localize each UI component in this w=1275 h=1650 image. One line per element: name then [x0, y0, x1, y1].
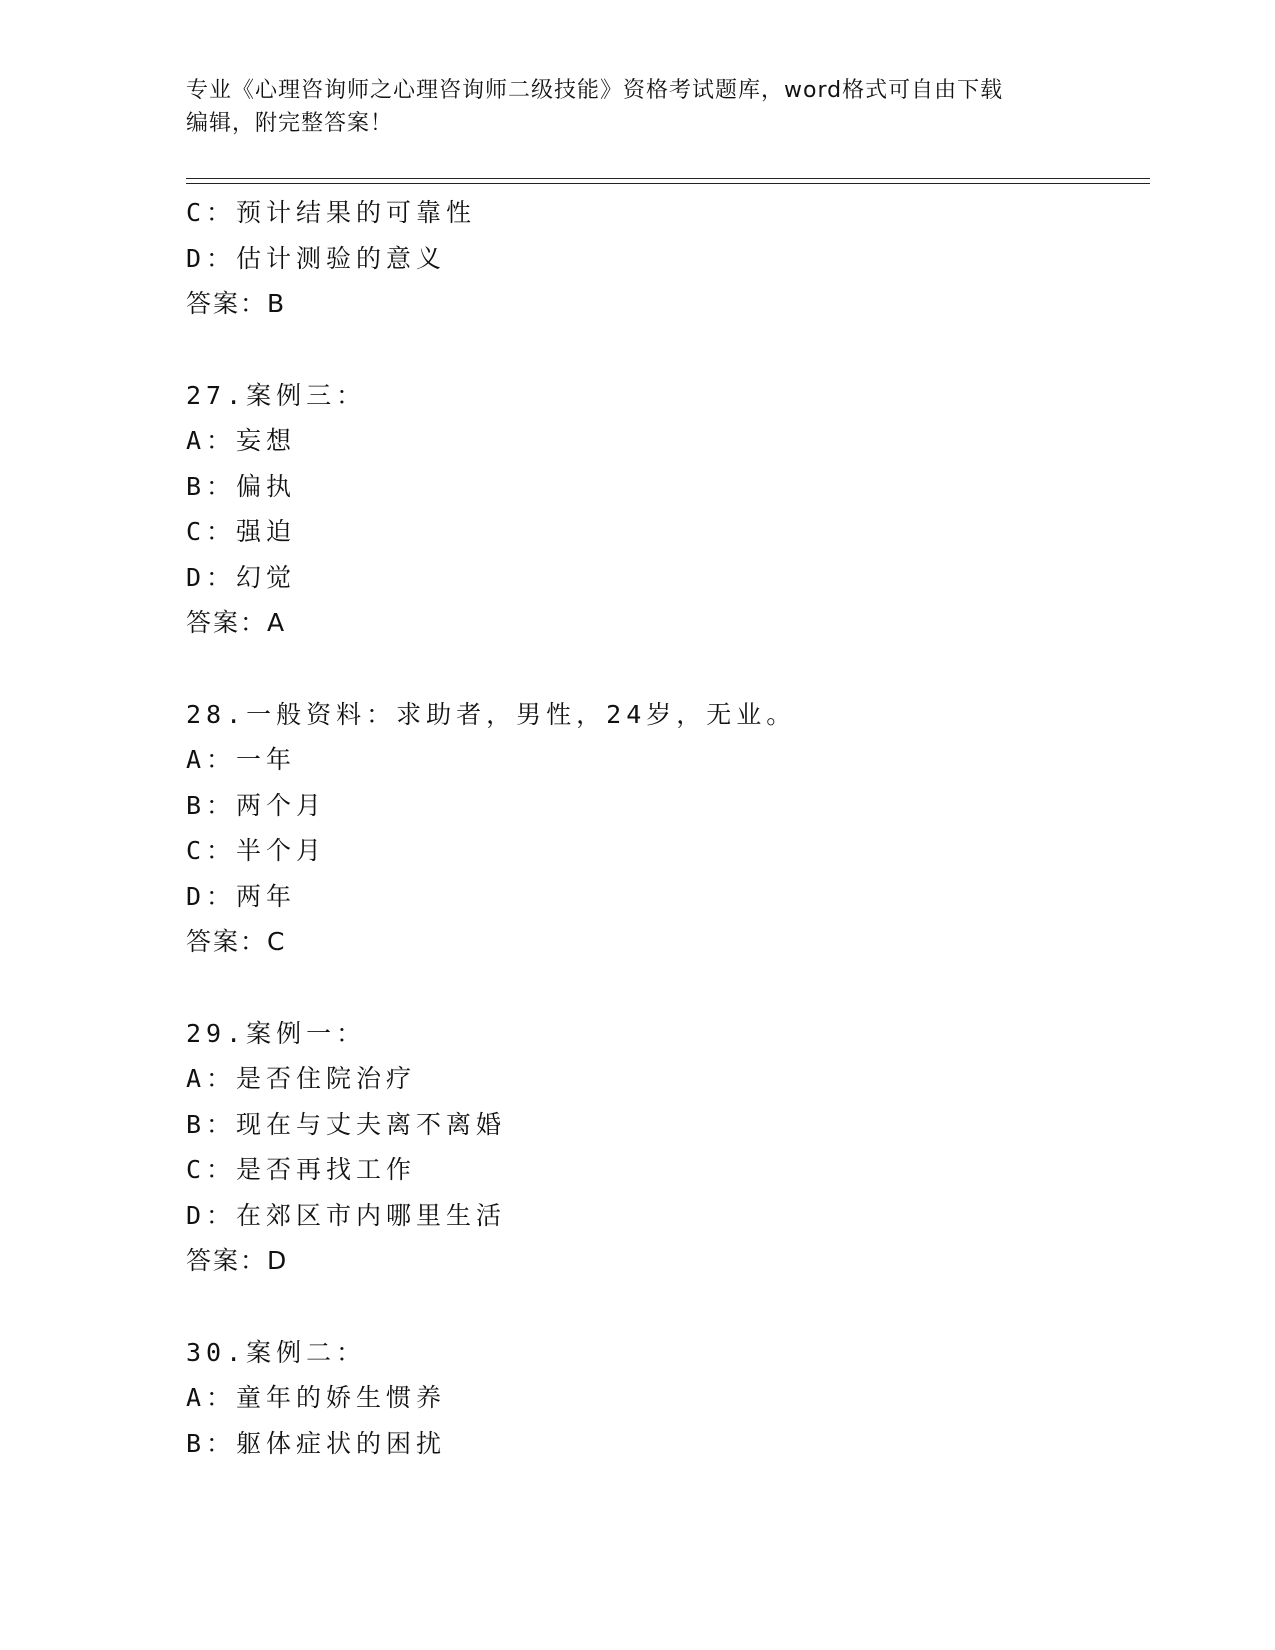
question-title: 27.案例三： — [186, 380, 367, 410]
answer: 答案：A — [186, 608, 287, 637]
option-b: B：躯体症状的困扰 — [186, 1428, 447, 1458]
option-d: D：幻觉 — [186, 562, 297, 592]
option-c: C：是否再找工作 — [186, 1155, 417, 1184]
question-title: 28.一般资料：求助者，男性，24岁，无业。 — [186, 699, 797, 729]
header-line-2: 编辑，附完整答案！ — [186, 111, 394, 136]
option-c: C：强迫 — [186, 517, 297, 546]
header-divider — [186, 178, 1150, 184]
question-title: 30.案例二： — [186, 1337, 367, 1367]
document-header — [186, 74, 1086, 140]
option-d: D：估计测验的意义 — [186, 243, 447, 273]
option-b: B：偏执 — [186, 471, 297, 501]
option-c: C：半个月 — [186, 836, 327, 865]
option-a: A：是否住院治疗 — [186, 1064, 417, 1093]
question-list — [186, 190, 1150, 1466]
answer: 答案：B — [186, 289, 287, 318]
header-line-1: 专业《心理咨询师之心理咨询师二级技能》资格考试题库，word格式可自由下载 — [186, 78, 1004, 103]
option-a: A：一年 — [186, 745, 297, 774]
question-title: 29.案例一： — [186, 1018, 367, 1048]
option-a: A：妄想 — [186, 426, 297, 455]
answer: 答案：C — [186, 927, 287, 956]
option-b: B：两个月 — [186, 790, 327, 820]
option-a: A：童年的娇生惯养 — [186, 1383, 447, 1412]
answer: 答案：D — [186, 1246, 289, 1275]
option-c: C：预计结果的可靠性 — [186, 198, 477, 227]
option-d: D：在郊区市内哪里生活 — [186, 1200, 507, 1230]
option-b: B：现在与丈夫离不离婚 — [186, 1109, 507, 1139]
option-d: D：两年 — [186, 881, 297, 911]
